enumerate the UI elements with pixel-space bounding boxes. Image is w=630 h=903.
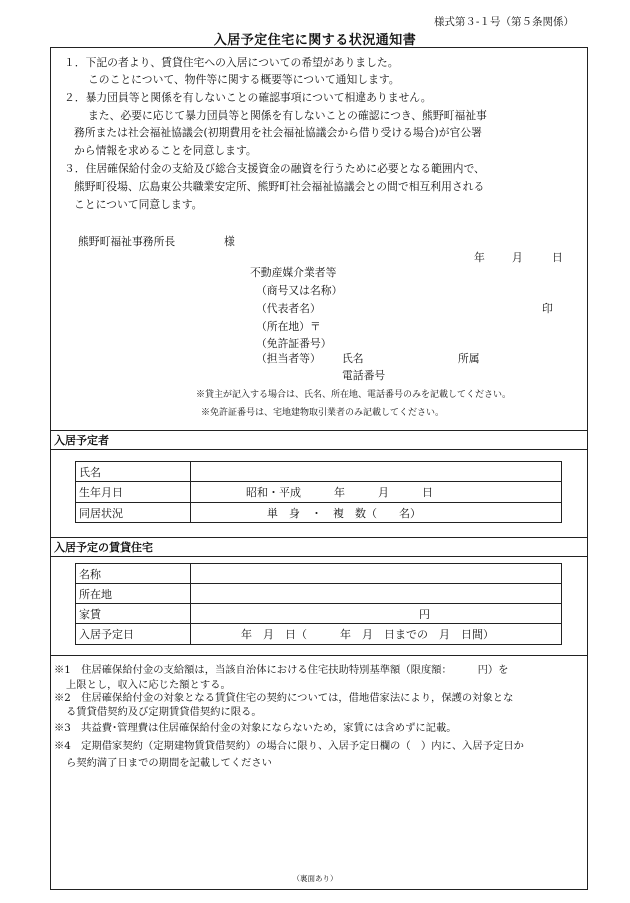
housing-label-address: 所在地 xyxy=(76,584,191,604)
agent-note-1: ※貸主が記入する場合は、氏名、所在地、電話番号のみを記載してください。 xyxy=(196,390,512,400)
footnote-2-line-1: ※2 住居確保給付金の対象となる賃貸住宅の契約については，借地借家法により，保護の対象とな xyxy=(54,692,514,704)
statement-2-line-4: から情報を求めることを同意します。 xyxy=(74,144,257,157)
statement-1-line-1: １．下記の者より、賃貸住宅への入居についての希望がありました。 xyxy=(64,56,399,69)
footnote-4-line-2: ら契約満了日までの期間を記載してください xyxy=(66,757,272,769)
housing-name-field[interactable] xyxy=(191,564,562,584)
date-month: 月 xyxy=(512,251,523,264)
housing-move-in-field[interactable]: 年 月 日（ 年 月 日までの 月 日間） xyxy=(191,624,562,645)
statement-3-line-2: 熊野町役場、広島東公共職業安定所、熊野町社会福祉協議会との間で相互利用される xyxy=(74,180,485,193)
reverse-side-note: （裏面あり） xyxy=(292,874,338,883)
statement-3-line-3: ことについて同意します。 xyxy=(74,198,203,211)
divider xyxy=(50,449,588,450)
agent-affiliation: 所属 xyxy=(458,352,480,365)
footnote-4-line-1: ※4 定期借家契約（定期建物賃貸借契約）の場合に限り、入居予定日欄の（ ）内に、入居予定日か xyxy=(54,740,524,752)
statement-2-line-1: ２．暴力団員等と関係を有しないことの確認事項について相違ありません。 xyxy=(64,91,432,104)
housing-label-name: 名称 xyxy=(76,564,191,584)
agent-license: （免許証番号） xyxy=(256,337,332,350)
divider xyxy=(50,430,588,431)
divider xyxy=(50,556,588,557)
addressee-honorific: 様 xyxy=(224,235,235,248)
form-number: 様式第３-１号（第５条関係） xyxy=(433,16,574,28)
table-row xyxy=(76,564,562,584)
tenant-cohabitation-field[interactable]: 単 身 ・ 複 数（ 名） xyxy=(191,503,562,523)
date-year: 年 xyxy=(474,251,485,264)
agent-person: （担当者等） xyxy=(256,352,321,365)
agent-heading: 不動産媒介業者等 xyxy=(250,266,337,279)
statement-1-line-2: このことについて、物件等に関する概要等について通知します。 xyxy=(88,73,400,86)
divider xyxy=(50,655,588,656)
agent-person-name: 氏名 xyxy=(342,352,364,365)
agent-phone: 電話番号 xyxy=(342,369,386,382)
tenant-section-heading: 入居予定者 xyxy=(54,434,109,447)
housing-label-move-in: 入居予定日 xyxy=(76,624,191,645)
housing-label-rent: 家賃 xyxy=(76,604,191,624)
table-row xyxy=(76,482,562,503)
housing-table xyxy=(75,563,562,645)
divider xyxy=(50,537,588,538)
footnote-1-line-1: ※1 住居確保給付金の支給額は，当該自治体における住宅扶助特別基準額（限度額： 円）を xyxy=(54,664,509,676)
housing-address-field[interactable] xyxy=(191,584,562,604)
addressee-name: 熊野町福祉事務所長 xyxy=(78,235,176,248)
footnote-1-line-2: 上限とし，収入に応じた額とする。 xyxy=(66,679,231,691)
statement-2-line-2: また、必要に応じて暴力団員等と関係を有しないことの確認につき、熊野町福祉事 xyxy=(88,109,487,122)
table-row xyxy=(76,604,562,624)
statement-3-line-1: ３．住居確保給付金の支給及び総合支援資金の融資を行うために必要となる範囲内で、 xyxy=(64,162,485,175)
agent-seal: 印 xyxy=(542,302,553,315)
housing-section-heading: 入居予定の賃貸住宅 xyxy=(54,541,153,554)
tenant-birthdate-field[interactable]: 昭和・平成 年 月 日 xyxy=(191,482,562,503)
statement-2-line-3: 務所または社会福祉協議会(初期費用を社会福祉協議会から借り受ける場合)が官公署 xyxy=(74,126,482,139)
tenant-label-cohabitation: 同居状況 xyxy=(76,503,191,523)
tenant-table xyxy=(75,461,562,523)
housing-rent-field[interactable]: 円 xyxy=(191,604,562,624)
page-title: 入居予定住宅に関する状況通知書 xyxy=(213,33,417,48)
agent-trade-name: （商号又は名称） xyxy=(256,284,343,297)
agent-address: （所在地）〒 xyxy=(256,320,321,333)
table-row xyxy=(76,584,562,604)
table-row xyxy=(76,624,562,645)
date-day: 日 xyxy=(552,251,563,264)
table-row xyxy=(76,462,562,482)
agent-note-2: ※免許証番号は、宅地建物取引業者のみ記載してください。 xyxy=(201,408,445,418)
tenant-name-field[interactable] xyxy=(191,462,562,482)
footnote-3: ※3 共益費･管理費は住居確保給付金の対象にならないため，家賃には含めずに記載。 xyxy=(54,722,457,734)
footnote-2-line-2: る賃貸借契約及び定期賃貸借契約に限る。 xyxy=(66,706,262,718)
tenant-label-birthdate: 生年月日 xyxy=(76,482,191,503)
agent-representative: （代表者名） xyxy=(256,302,321,315)
table-row xyxy=(76,503,562,523)
tenant-label-name: 氏名 xyxy=(76,462,191,482)
